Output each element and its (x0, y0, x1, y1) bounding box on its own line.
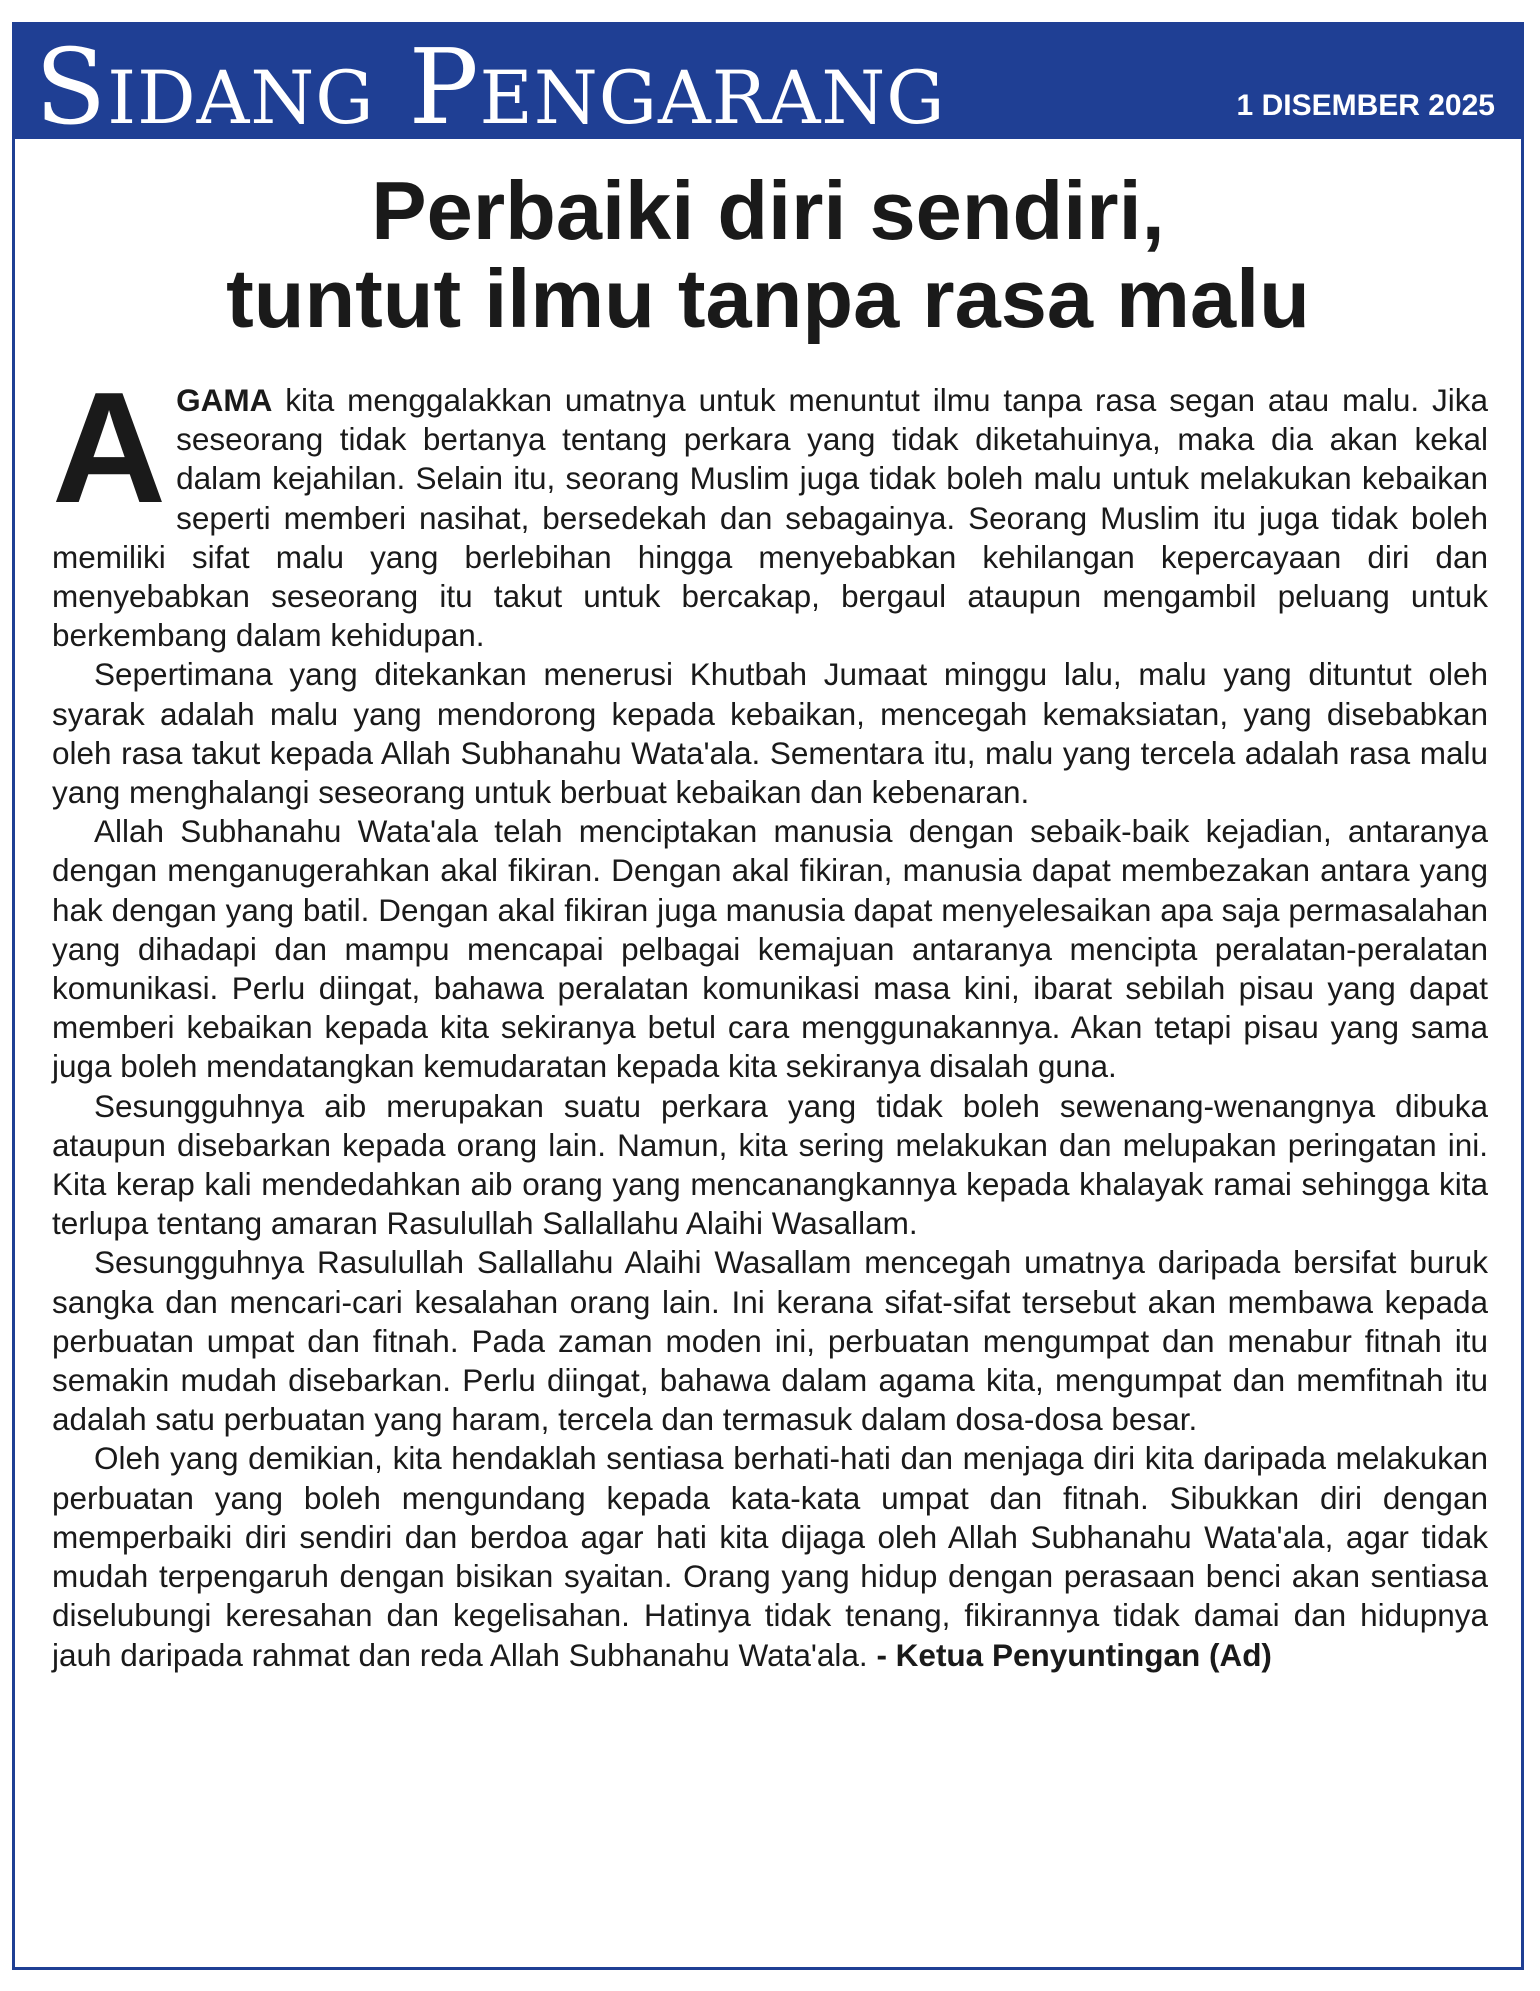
headline (15, 164, 1521, 345)
section-title: Sidang Pengarang (35, 26, 946, 139)
byline: - Ketua Penyuntingan (Ad) (876, 1636, 1272, 1673)
editorial-frame (12, 22, 1524, 1970)
headline-line-2: tuntut ilmu tanpa rasa malu (226, 252, 1310, 345)
paragraph-6 (52, 1439, 1488, 1674)
drop-cap: A (52, 360, 167, 536)
headline-line-1: Perbaiki diri sendiri, (371, 164, 1165, 257)
paragraph-4: Sesungguhnya aib merupakan suatu perkara yang tidak boleh sewenang-wenangnya dibuka ataupun disebarkan kepada orang lain. Namun, kita sering melakukan dan melupakan peringatan ini. Kita kerap kali mendedahkan aib orang yang mencanangkannya kepada khalayak ramai sehingga kita terlupa tentang amaran Rasulullah Sallallahu Alaihi Wasallam. (52, 1087, 1488, 1242)
paragraph-1 (52, 360, 1488, 655)
publication-date: 1 DISEMBER 2025 (1236, 89, 1495, 122)
paragraph-1-text: kita menggalakkan umatnya untuk menuntut ilmu tanpa rasa segan atau malu. Jika seseorang tidak bertanya tentang perkara yang tidak diketahuinya, maka dia akan kekal dalam kejahilan. Selain itu, seorang Muslim juga tidak boleh malu untuk melakukan kebaikan seperti memberi nasihat, bersedekah dan sebagainya. Seorang Muslim itu juga tidak boleh memiliki sifat malu yang berlebihan hingga menyebabkan kehilangan kepercayaan diri dan menyebabkan seseorang itu takut untuk bercakap, bergaul ataupun mengambil peluang untuk berkembang dalam kehidupan. (52, 382, 1488, 654)
masthead-banner (15, 25, 1521, 139)
lead-word: GAMA (176, 382, 273, 418)
paragraph-5: Sesungguhnya Rasulullah Sallallahu Alaihi Wasallam mencegah umatnya daripada bersifat buruk sangka dan mencari-cari kesalahan orang lain. Ini kerana sifat-sifat tersebut akan membawa kepada perbuatan umpat dan fitnah. Pada zaman moden ini, perbuatan mengumpat dan menabur fitnah itu semakin mudah disebarkan. Perlu diingat, bahawa dalam agama kita, mengumpat dan memfitnah itu adalah satu perbuatan yang haram, tercela dan termasuk dalam dosa-dosa besar. (52, 1244, 1488, 1438)
paragraph-3: Allah Subhanahu Wata'ala telah menciptakan manusia dengan sebaik-baik kejadian, antaranya dengan menganugerahkan akal fikiran. Dengan akal fikiran, manusia dapat membezakan antara yang hak dengan yang batil. Dengan akal fikiran juga manusia dapat menyelesaikan apa saja permasalahan yang dihadapi dan mampu mencapai pelbagai kemajuan antaranya mencipta peralatan-peralatan komunikasi. Perlu diingat, bahawa peralatan komunikasi masa kini, ibarat sebilah pisau yang dapat memberi kebaikan kepada kita sekiranya betul cara menggunakannya. Akan tetapi pisau yang sama juga boleh mendatangkan kemudaratan kepada kita sekiranya disalah guna. (52, 813, 1488, 1085)
article-body (52, 360, 1488, 1675)
paragraph-6-text: Oleh yang demikian, kita hendaklah sentiasa berhati-hati dan menjaga diri kita daripada melakukan perbuatan yang boleh mengundang kepada kata-kata umpat dan fitnah. Sibukkan diri dengan memperbaiki diri sendiri dan berdoa agar hati kita dijaga oleh Allah Subhanahu Wata'ala, agar tidak mudah terpengaruh dengan bisikan syaitan. Orang yang hidup dengan perasaan benci akan sentiasa diselubungi keresahan dan kegelisahan. Hatinya tidak tenang, fikirannya tidak damai dan hidupnya jauh daripada rahmat dan reda Allah Subhanahu Wata'ala. (52, 1440, 1488, 1673)
paragraph-2: Sepertimana yang ditekankan menerusi Khutbah Jumaat minggu lalu, malu yang dituntut oleh syarak adalah malu yang mendorong kepada kebaikan, mencegah kemaksiatan, yang disebabkan oleh rasa takut kepada Allah Subhanahu Wata'ala. Sementara itu, malu yang tercela adalah rasa malu yang menghalangi seseorang untuk berbuat kebaikan dan kebenaran. (52, 656, 1488, 811)
